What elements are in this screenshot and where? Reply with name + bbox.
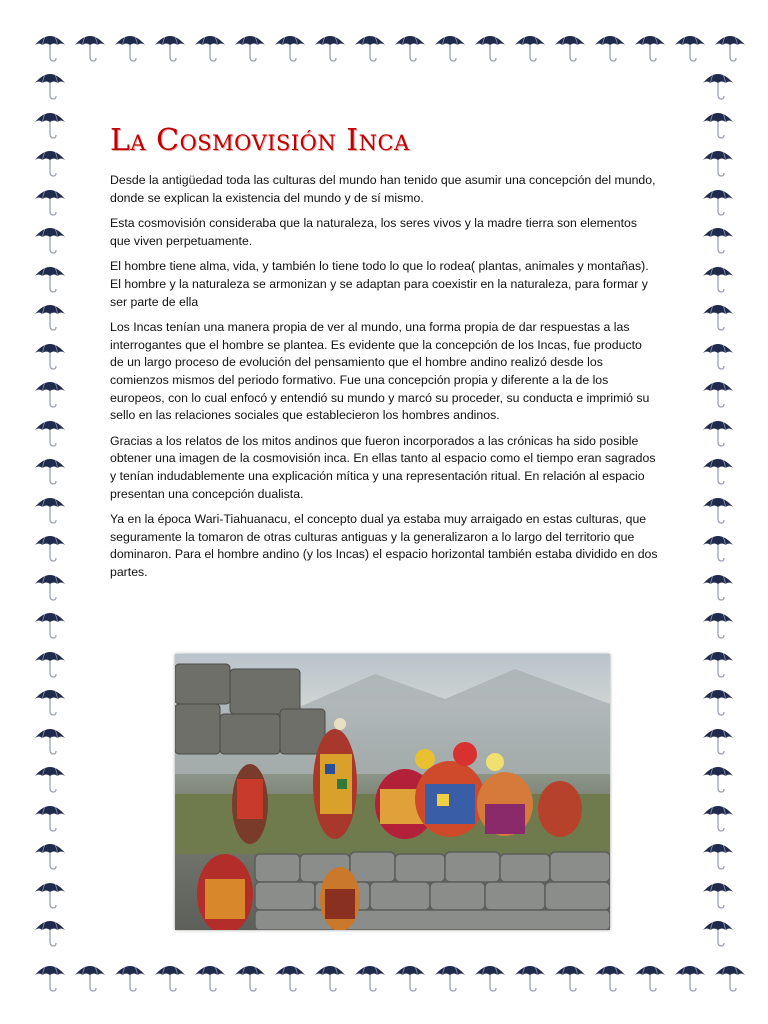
umbrella-icon bbox=[34, 375, 66, 411]
umbrella-icon bbox=[702, 722, 734, 758]
umbrella-icon bbox=[34, 29, 66, 65]
umbrella-icon bbox=[34, 67, 66, 103]
umbrella-icon bbox=[702, 837, 734, 873]
umbrella-icon bbox=[634, 959, 666, 995]
umbrella-icon bbox=[702, 645, 734, 681]
umbrella-icon bbox=[34, 529, 66, 565]
umbrella-icon bbox=[234, 29, 266, 65]
umbrella-icon bbox=[702, 67, 734, 103]
umbrella-icon bbox=[34, 959, 66, 995]
umbrella-icon bbox=[702, 375, 734, 411]
page-title: La Cosmovisión Inca bbox=[110, 123, 410, 158]
umbrella-icon bbox=[702, 221, 734, 257]
umbrella-icon bbox=[234, 959, 266, 995]
umbrella-icon bbox=[702, 337, 734, 373]
umbrella-icon bbox=[702, 144, 734, 180]
umbrella-icon bbox=[34, 606, 66, 642]
umbrella-icon bbox=[714, 29, 746, 65]
umbrella-icon bbox=[34, 837, 66, 873]
umbrella-icon bbox=[34, 799, 66, 835]
umbrella-icon bbox=[702, 799, 734, 835]
umbrella-icon bbox=[34, 491, 66, 527]
umbrella-icon bbox=[634, 29, 666, 65]
umbrella-icon bbox=[474, 29, 506, 65]
umbrella-icon bbox=[34, 106, 66, 142]
paragraph: Esta cosmovisión consideraba que la naturaleza, los seres vivos y la madre tierra son elementos que viven perpetuamente. bbox=[110, 216, 637, 248]
umbrella-icon bbox=[702, 260, 734, 296]
umbrella-icon bbox=[674, 959, 706, 995]
umbrella-icon bbox=[434, 29, 466, 65]
umbrella-icon bbox=[34, 914, 66, 950]
umbrella-icon bbox=[34, 337, 66, 373]
umbrella-icon bbox=[34, 683, 66, 719]
umbrella-icon bbox=[74, 29, 106, 65]
umbrella-icon bbox=[394, 29, 426, 65]
umbrella-icon bbox=[34, 645, 66, 681]
umbrella-icon bbox=[34, 760, 66, 796]
umbrella-icon bbox=[34, 144, 66, 180]
umbrella-icon bbox=[114, 959, 146, 995]
umbrella-icon bbox=[34, 452, 66, 488]
umbrella-icon bbox=[354, 959, 386, 995]
umbrella-icon bbox=[154, 29, 186, 65]
paragraph: El hombre tiene alma, vida, y también lo tiene todo lo que lo rodea( plantas, animales y montañas). El hombre y la naturaleza se armonizan y se adaptan para coexistir en la naturaleza, para formar y ser parte de ella bbox=[110, 259, 649, 309]
umbrella-icon bbox=[34, 722, 66, 758]
umbrella-icon bbox=[702, 914, 734, 950]
umbrella-icon bbox=[702, 606, 734, 642]
umbrella-icon bbox=[554, 959, 586, 995]
umbrella-icon bbox=[74, 959, 106, 995]
photo-illustration bbox=[175, 654, 610, 930]
umbrella-icon bbox=[354, 29, 386, 65]
umbrella-icon bbox=[702, 529, 734, 565]
umbrella-icon bbox=[702, 298, 734, 334]
umbrella-icon bbox=[702, 568, 734, 604]
umbrella-icon bbox=[274, 29, 306, 65]
umbrella-icon bbox=[702, 183, 734, 219]
umbrella-icon bbox=[314, 959, 346, 995]
document-body bbox=[110, 124, 658, 589]
umbrella-icon bbox=[514, 959, 546, 995]
umbrella-icon bbox=[394, 959, 426, 995]
umbrella-icon bbox=[34, 260, 66, 296]
umbrella-icon bbox=[714, 959, 746, 995]
inca-ceremony-photo bbox=[175, 654, 610, 930]
umbrella-icon bbox=[34, 876, 66, 912]
umbrella-icon bbox=[702, 452, 734, 488]
umbrella-icon bbox=[314, 29, 346, 65]
umbrella-icon bbox=[194, 29, 226, 65]
umbrella-icon bbox=[674, 29, 706, 65]
umbrella-icon bbox=[702, 760, 734, 796]
umbrella-icon bbox=[702, 106, 734, 142]
umbrella-icon bbox=[594, 29, 626, 65]
umbrella-icon bbox=[702, 876, 734, 912]
umbrella-icon bbox=[274, 959, 306, 995]
umbrella-icon bbox=[434, 959, 466, 995]
umbrella-icon bbox=[34, 568, 66, 604]
paragraph: Ya en la época Wari-Tiahuanacu, el concepto dual ya estaba muy arraigado en estas culturas, que seguramente la tomaron de otras culturas antiguas y la generalizaron a lo largo del territorio que dominaron. Para el hombre andino (y los Incas) el espacio horizontal también estaba dividido en dos partes. bbox=[110, 512, 658, 579]
umbrella-icon bbox=[702, 683, 734, 719]
umbrella-icon bbox=[514, 29, 546, 65]
umbrella-icon bbox=[702, 491, 734, 527]
paragraph: Gracias a los relatos de los mitos andinos que fueron incorporados a las crónicas ha sido posible obtener una imagen de la cosmovisión inca. En ellas tanto al espacio como el tiempo eran sagrados y tenían indudablemente una explicación mítica y una representación ritual. En relación al espacio presentan una concepción dualista. bbox=[110, 433, 656, 501]
umbrella-icon bbox=[34, 298, 66, 334]
umbrella-icon bbox=[34, 414, 66, 450]
umbrella-icon bbox=[594, 959, 626, 995]
paragraph: Desde la antigüedad toda las culturas del mundo han tenido que asumir una concepción del mundo, donde se explican la existencia del mundo y de sí mismo. bbox=[110, 173, 656, 205]
umbrella-icon bbox=[474, 959, 506, 995]
umbrella-icon bbox=[554, 29, 586, 65]
umbrella-icon bbox=[34, 221, 66, 257]
umbrella-icon bbox=[702, 414, 734, 450]
paragraph: Los Incas tenían una manera propia de ver al mundo, una forma propia de dar respuestas a las interrogantes que el hombre se plantea. Es evidente que la concepción de los Incas, fue producto de un largo proceso de evolución del pensamiento que el hombre andino realizó desde los comienzos mismos del periodo formativo. Fue una concepción propia y diferente a la de los europeos, con lo cual enfocó y entendió su mundo y marcó su proceder, su conducta e imprimió su sello en las relaciones sociales que establecieron los hombres andinos. bbox=[110, 320, 650, 423]
umbrella-icon bbox=[154, 959, 186, 995]
umbrella-icon bbox=[34, 183, 66, 219]
umbrella-icon bbox=[114, 29, 146, 65]
umbrella-icon bbox=[194, 959, 226, 995]
